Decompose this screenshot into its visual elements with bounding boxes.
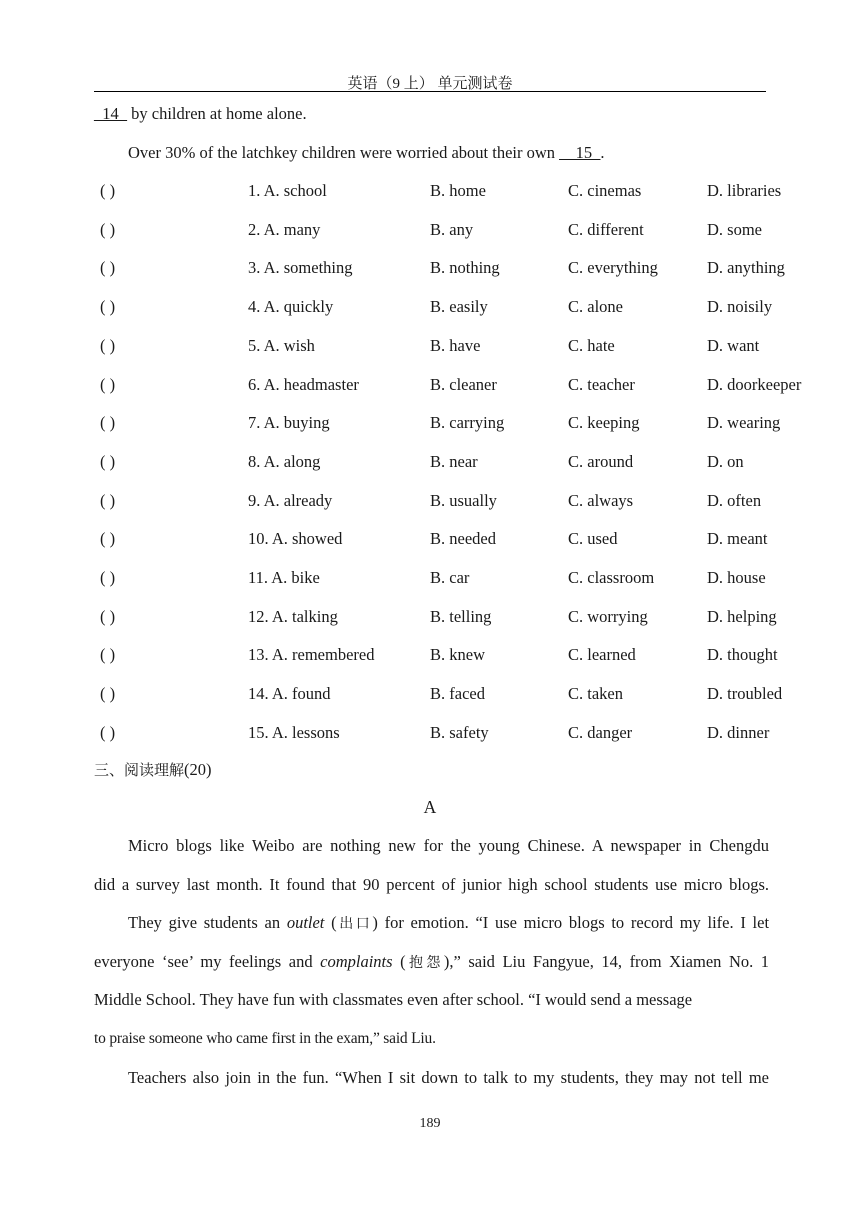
answer-parentheses[interactable]: ( ) [100, 258, 116, 278]
option-c: C. cinemas [568, 181, 642, 200]
section-heading [94, 759, 212, 780]
option-c: C. danger [568, 722, 633, 742]
question-row [94, 491, 766, 515]
option-b: B. car [430, 568, 470, 587]
option-b: B. home [430, 181, 486, 200]
passage-label: A [423, 797, 437, 817]
option-a: 3. A. something [248, 258, 353, 278]
option-d: D. house [707, 568, 766, 587]
answer-parentheses[interactable]: ( ) [100, 413, 116, 433]
question-row [94, 413, 781, 437]
paragraph-2-line-2: everyone ‘see’ my feelings and complaints (抱怨),” said Liu Fangyue, 14, from Xiamen No. 1 [94, 952, 770, 971]
option-b: B. usually [430, 490, 497, 510]
option-d: D. troubled [707, 684, 783, 704]
option-b: B. needed [430, 529, 496, 549]
answer-parentheses[interactable]: ( ) [100, 645, 116, 665]
option-b: B. telling [430, 606, 492, 626]
option-a: 10. A. showed [248, 529, 343, 549]
option-c: C. alone [568, 297, 623, 317]
option-a: 11. A. bike [248, 568, 320, 587]
option-c: C. classroom [568, 568, 655, 587]
option-b: B. any [430, 219, 474, 239]
option-b: B. easily [430, 297, 488, 317]
paragraph-2-line-4: to praise someone who came first in the exam,” said Liu. [94, 1030, 436, 1047]
option-d: D. often [707, 490, 762, 510]
option-b: B. have [430, 335, 481, 355]
question-row [94, 297, 773, 321]
page-number: 189 [419, 1116, 441, 1131]
paragraph-1-line-2: did a survey last month. It found that 90 percent of junior high school students use micro blogs. [94, 875, 769, 894]
option-b: B. safety [430, 722, 489, 742]
option-c: C. different [568, 219, 644, 239]
option-c: C. around [568, 451, 634, 471]
option-d: D. anything [707, 258, 785, 278]
option-d: D. on [707, 451, 744, 471]
question-row [94, 258, 785, 282]
blank-15: __15_ [559, 143, 601, 162]
question-row [94, 220, 766, 244]
option-d: D. want [707, 335, 760, 355]
option-c: C. hate [568, 335, 615, 355]
option-a: 12. A. talking [248, 606, 338, 626]
option-d: D. meant [707, 529, 768, 549]
option-b: B. near [430, 451, 478, 471]
gloss-outlet: 出口 [336, 916, 373, 932]
option-d: D. libraries [707, 181, 782, 200]
p2-l1-b: for emotion. “I use micro blogs to record my life. I let [377, 913, 770, 932]
option-b: B. carrying [430, 413, 505, 433]
paragraph-1-line-1: Micro blogs like Weibo are nothing new for the young Chinese. A newspaper in Chengdu [128, 836, 769, 855]
option-a: 1. A. school [248, 181, 327, 200]
answer-parentheses[interactable]: ( ) [100, 451, 116, 471]
word-complaints: complaints [320, 952, 393, 971]
answer-parentheses[interactable]: ( ) [100, 490, 116, 510]
option-c: C. always [568, 490, 634, 510]
answer-parentheses[interactable]: ( ) [100, 529, 116, 549]
option-a: 4. A. quickly [248, 297, 334, 317]
section-score: (20) [184, 760, 212, 779]
question-row [94, 606, 777, 631]
question-row [94, 722, 770, 747]
option-c: C. learned [568, 645, 636, 665]
answer-parentheses[interactable]: ( ) [100, 568, 116, 587]
option-d: D. some [707, 219, 762, 239]
option-d: D. wearing [707, 413, 781, 433]
blank-14: _14_ [94, 104, 127, 123]
question-row [94, 181, 782, 205]
option-a: 9. A. already [248, 490, 333, 510]
question-row [94, 452, 766, 476]
option-c: C. used [568, 529, 618, 549]
answer-parentheses[interactable]: ( ) [100, 335, 116, 355]
paragraph-3-line-1: Teachers also join in the fun. “When I sit down to talk to my students, they may not tell me [128, 1068, 769, 1087]
option-d: D. noisily [707, 297, 773, 317]
option-a: 14. A. found [248, 684, 331, 704]
page-header-title: 英语（9 上） 单元测试卷 [347, 76, 513, 92]
answer-parentheses[interactable]: ( ) [100, 181, 116, 200]
answer-parentheses[interactable]: ( ) [100, 297, 116, 317]
passage-tail-line-1 [94, 104, 307, 124]
option-b: B. cleaner [430, 374, 497, 394]
question-row [94, 568, 766, 592]
answer-parentheses[interactable]: ( ) [100, 374, 116, 394]
header-rule [94, 91, 766, 92]
option-b: B. nothing [430, 258, 500, 278]
option-d: D. thought [707, 645, 778, 665]
word-outlet: outlet [286, 913, 325, 932]
option-c: C. everything [568, 258, 658, 278]
option-c: C. teacher [568, 374, 635, 394]
option-b: B. faced [430, 684, 485, 704]
line2-text: Over 30% of the latchkey children were worried about their own [128, 143, 560, 162]
option-a: 15. A. lessons [248, 722, 340, 742]
p2-l2-b: ,” said Liu Fangyue, 14, from Xiamen No. 1 [449, 952, 770, 971]
option-d: D. doorkeeper [707, 374, 802, 394]
option-a: 5. A. wish [248, 335, 315, 355]
line2-end: . [600, 143, 605, 162]
option-a: 2. A. many [248, 219, 321, 239]
option-b: B. knew [430, 645, 485, 665]
p2-l2-a: everyone ‘see’ my feelings and [94, 952, 321, 971]
option-d: D. helping [707, 606, 777, 626]
paragraph-2-line-1: They give students an outlet (出口) for emotion. “I use micro blogs to record my life. I let [128, 913, 770, 932]
option-a: 6. A. headmaster [248, 374, 359, 394]
paragraph-2-line-3: Middle School. They have fun with classmates even after school. “I would send a message [94, 990, 693, 1009]
question-row [94, 529, 766, 553]
answer-parentheses[interactable]: ( ) [100, 684, 116, 704]
option-a: 7. A. buying [248, 413, 330, 433]
passage-tail-line-2 [128, 143, 605, 163]
option-c: C. keeping [568, 413, 640, 433]
question-row [94, 374, 802, 399]
answer-parentheses[interactable]: ( ) [100, 219, 116, 239]
answer-parentheses[interactable]: ( ) [100, 722, 116, 742]
option-c: C. worrying [568, 606, 648, 626]
answer-parentheses[interactable]: ( ) [100, 606, 116, 626]
question-row [94, 684, 783, 708]
gloss-complaints: 抱怨 [405, 955, 444, 971]
option-a: 13. A. remembered [248, 645, 375, 665]
option-d: D. dinner [707, 722, 770, 742]
question-row [94, 336, 766, 360]
p2-l1-a: They give students an [128, 913, 287, 932]
question-row [94, 645, 778, 669]
line1-text: by children at home alone. [127, 104, 307, 123]
section-title: 三、阅读理解 [94, 761, 185, 779]
option-a: 8. A. along [248, 451, 321, 471]
option-c: C. taken [568, 684, 623, 704]
